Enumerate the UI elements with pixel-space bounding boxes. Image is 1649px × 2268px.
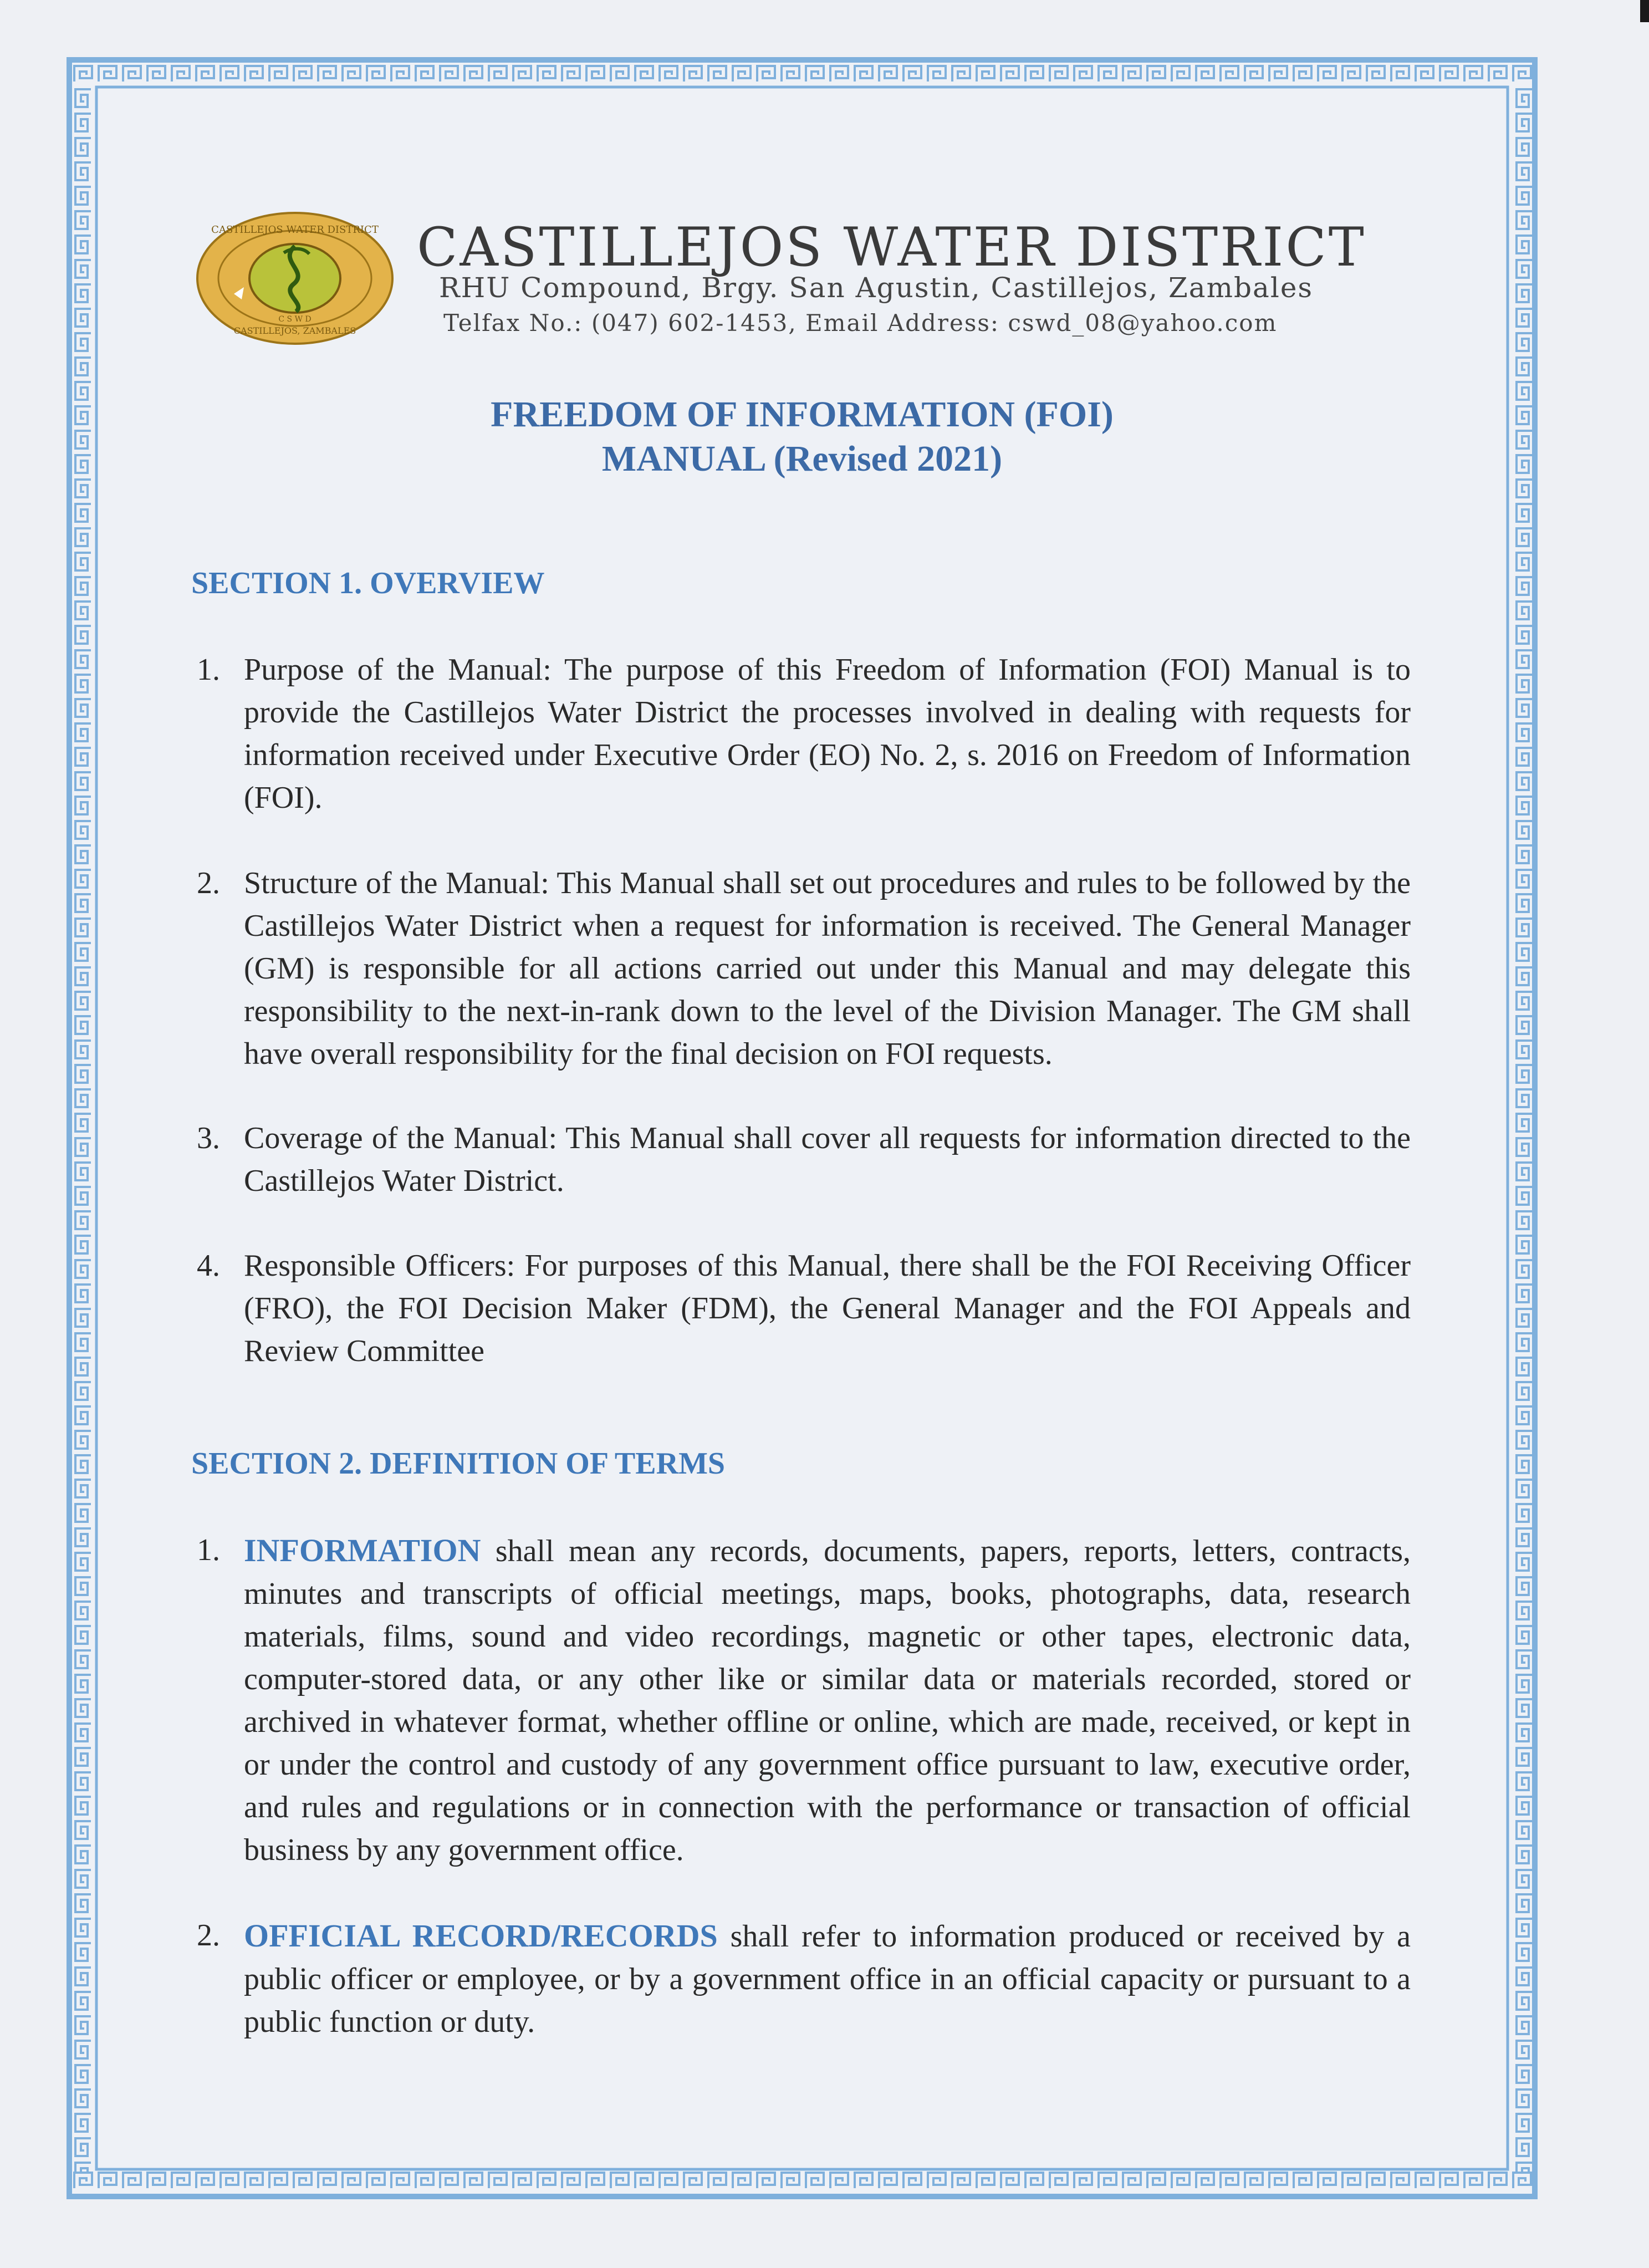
list-item-number: 2. <box>197 1918 220 1953</box>
list-item-number: 2. <box>197 866 220 900</box>
org-address: RHU Compound, Brgy. San Agustin, Castillejos, Zambales <box>439 272 1314 304</box>
document-title-line1: FREEDOM OF INFORMATION (FOI) <box>491 394 1114 435</box>
list-item-number: 4. <box>197 1248 220 1283</box>
list-item-number: 1. <box>197 1533 220 1567</box>
list-item-number: 3. <box>197 1121 220 1155</box>
org-name: CASTILLEJOS WATER DISTRICT <box>417 216 1366 278</box>
letterhead <box>195 211 1470 377</box>
seal-ring-text-bottom: CASTILLEJOS, ZAMBALES <box>233 325 356 336</box>
definition-text: shall mean any records, documents, papers, reports, letters, contracts, minutes and transcripts of official meetings, maps, books, photographs, data, research materials, films, sound and video recordings, magnetic or other tapes, electronic data, computer-stored data, or any other like or similar data or materials recorded, stored or archived in whatever format, whether offline or online, which are made, received, or kept in or under the control and custody of any government office pursuant to law, executive order, and rules and regulations or in connection with the performance or transaction of official business by any government office. <box>244 1534 1411 1867</box>
seal-ring-text-top: CASTILLEJOS WATER DISTRICT <box>211 224 379 236</box>
section-1-heading: SECTION 1. OVERVIEW <box>191 566 545 600</box>
document-title-line2: MANUAL (Revised 2021) <box>601 439 1003 479</box>
list-item-text: Purpose of the Manual: The purpose of this Freedom of Information (FOI) Manual is to provide the Castillejos Water District the processes involved in dealing with requests for information received under Executive Order (EO) No. 2, s. 2016 on Freedom of Information (FOI). <box>244 653 1411 815</box>
list-item-text <box>244 1529 1411 1872</box>
list-item-text: Responsible Officers: For purposes of this Manual, there shall be the FOI Receiving Officer (FRO), the FOI Decision Maker (FDM), the General Manager and the FOI Appeals and Review Committee <box>244 1248 1411 1368</box>
list-item-text: Structure of the Manual: This Manual shall set out procedures and rules to be followed by the Castillejos Water District when a request for information is received. The General Manager (GM) is responsible for all actions carried out under this Manual and may delegate this responsibility to the next-in-rank down to the level of the Division Manager. The GM shall have overall responsibility for the final decision on FOI requests. <box>244 866 1411 1071</box>
list-item-text: Coverage of the Manual: This Manual shall cover all requests for information directed to the Castillejos Water District. <box>244 1121 1411 1198</box>
seal-center-text: C S W D <box>278 315 312 324</box>
section-2-heading: SECTION 2. DEFINITION OF TERMS <box>191 1446 726 1481</box>
list-item-number: 1. <box>197 653 220 687</box>
definition-text: shall refer to information produced or received by a public officer or employee, or by a government office in an official capacity or pursuant to a public function or duty. <box>244 1919 1411 2039</box>
org-contact: Telfax No.: (047) 602-1453, Email Address: cswd_08@yahoo.com <box>443 309 1278 337</box>
district-seal-logo <box>195 211 395 346</box>
scan-edge-shadow <box>1640 0 1649 22</box>
defined-term: OFFICIAL RECORD/RECORDS <box>244 1918 718 1954</box>
list-item-text <box>244 1914 1411 2043</box>
defined-term: INFORMATION <box>244 1532 481 1568</box>
